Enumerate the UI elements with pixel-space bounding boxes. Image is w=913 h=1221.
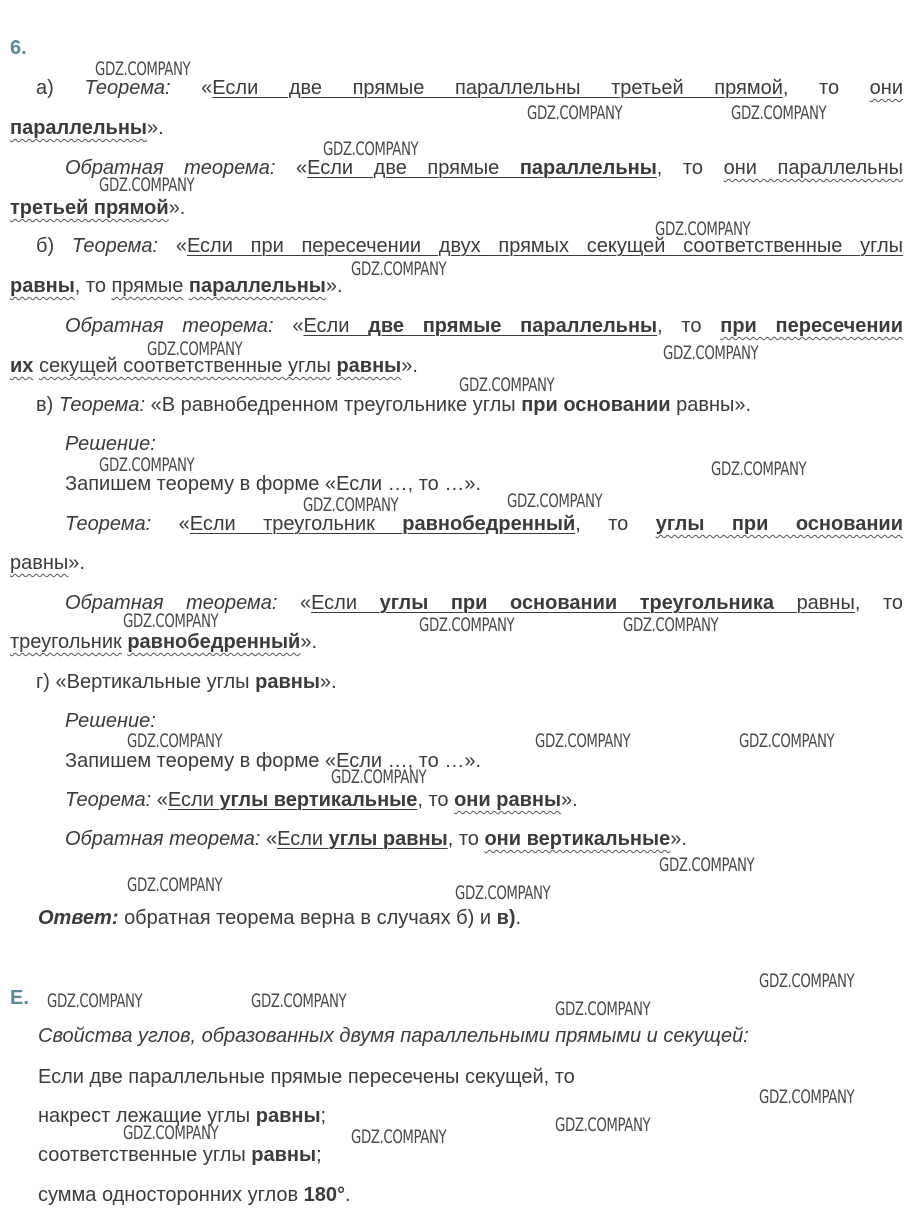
item-g-statement: г) «Вертикальные углы равны». [36,671,337,693]
watermark: GDZ.COMPANY [99,174,195,196]
item-a-theorem-cont: параллельны». [10,117,164,139]
item-g-theorem: Теорема: «Если углы вертикальные, то они равны». [65,789,578,811]
item-g-solution-label: Решение: [65,710,156,732]
watermark: GDZ.COMPANY [147,338,243,360]
answer: Ответ: обратная теорема верна в случаях б) и в). [38,907,522,929]
item-a-converse: Обратная теорема: «Если две прямые параллельны, то они параллельны [65,157,903,179]
watermark: GDZ.COMPANY [711,458,807,480]
item-v-statement: в) Теорема: «В равнобедренном треугольнике углы при основании равны». [36,394,752,416]
watermark: GDZ.COMPANY [127,874,223,896]
section-e-line3: соответственные углы равны; [38,1144,322,1166]
watermark: GDZ.COMPANY [623,614,719,636]
section-e-line4: сумма односторонних углов 180°. [38,1184,351,1206]
watermark: GDZ.COMPANY [555,998,651,1020]
watermark: GDZ.COMPANY [251,990,347,1012]
watermark: GDZ.COMPANY [351,1126,447,1148]
item-b-converse-cont: их секущей соответственные углы равны». [10,355,418,377]
watermark: GDZ.COMPANY [47,990,143,1012]
watermark: GDZ.COMPANY [419,614,515,636]
watermark: GDZ.COMPANY [455,882,551,904]
watermark: GDZ.COMPANY [535,730,631,752]
watermark: GDZ.COMPANY [663,342,759,364]
item-b-theorem: б) Теорема: «Если при пересечении двух прямых секущей соответственные углы [36,235,904,257]
watermark: GDZ.COMPANY [303,494,399,516]
section-letter: Е. [10,987,29,1009]
theorem-label: Теорема: [84,77,171,99]
watermark: GDZ.COMPANY [555,1114,651,1136]
watermark: GDZ.COMPANY [459,374,555,396]
item-b-converse: Обратная теорема: «Если две прямые параллельны, то при пересечении [65,315,903,337]
item-a-converse-cont: третьей прямой». [10,197,186,219]
item-v-theorem: Теорема: «Если треугольник равнобедренный, то углы при основании [65,513,904,535]
item-v-form-note: Запишем теорему в форме «Если …, то …». [65,473,481,495]
watermark: GDZ.COMPANY [351,258,447,280]
section-number: 6. [10,37,27,59]
section-e-line2: накрест лежащие углы равны; [38,1105,327,1127]
item-v-converse: Обратная теорема: «Если углы при основании треугольника равны, то [65,592,904,614]
section-e-line1: Если две параллельные прямые пересечены секущей, то [38,1066,575,1088]
watermark: GDZ.COMPANY [739,730,835,752]
watermark: GDZ.COMPANY [527,102,623,124]
watermark: GDZ.COMPANY [95,58,191,80]
watermark: GDZ.COMPANY [123,1122,219,1144]
watermark: GDZ.COMPANY [655,218,751,240]
item-b-theorem-cont: равны, то прямые параллельны». [10,275,343,297]
item-a-theorem: а) Теорема: «Если две прямые параллельны третьей прямой, то они [36,77,903,99]
item-g-converse: Обратная теорема: «Если углы равны, то они вертикальные». [65,828,687,850]
watermark: GDZ.COMPANY [323,138,419,160]
item-v-theorem-cont: равны». [10,552,85,574]
watermark: GDZ.COMPANY [99,454,195,476]
watermark: GDZ.COMPANY [759,970,855,992]
watermark: GDZ.COMPANY [507,490,603,512]
watermark: GDZ.COMPANY [127,730,223,752]
item-v-solution-label: Решение: [65,433,156,455]
watermark: GDZ.COMPANY [731,102,827,124]
item-g-form-note: Запишем теорему в форме «Если …, то …». [65,750,481,772]
watermark: GDZ.COMPANY [123,610,219,632]
watermark: GDZ.COMPANY [331,766,427,788]
section-e-title: Свойства углов, образованных двумя параллельными прямыми и секущей: [38,1025,749,1047]
watermark: GDZ.COMPANY [659,854,755,876]
watermark: GDZ.COMPANY [759,1086,855,1108]
item-v-converse-cont: треугольник равнобедренный». [10,631,318,653]
converse-label: Обратная теорема: [65,157,276,179]
